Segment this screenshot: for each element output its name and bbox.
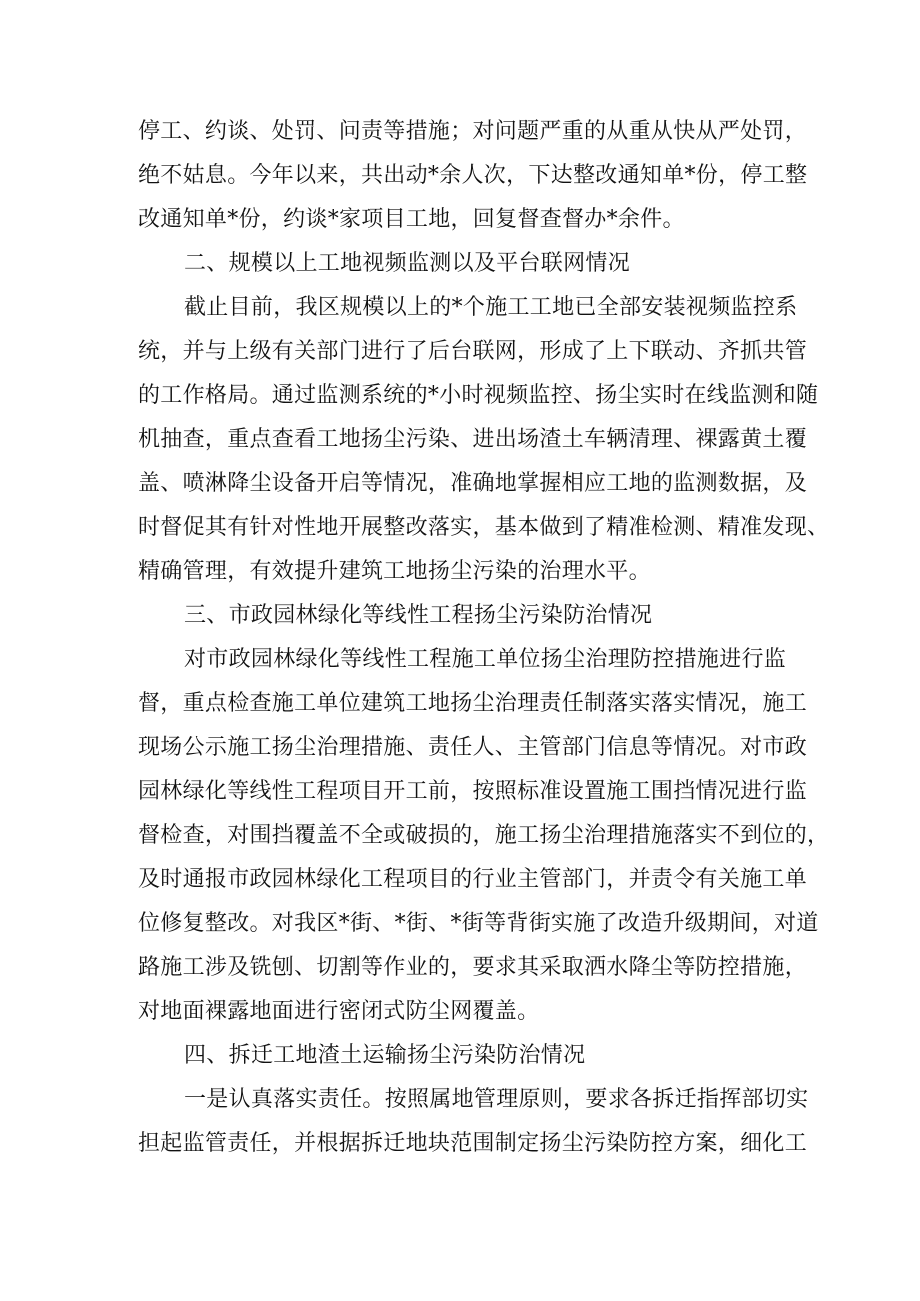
paragraph-line: 对地面裸露地面进行密闭式防尘网覆盖。	[138, 999, 540, 1024]
paragraph-line: 改通知单*份，约谈*家项目工地，回复督查督办*余件。	[138, 207, 685, 232]
paragraph-line: 停工、约谈、处罚、问责等措施；对问题严重的从重从快从严处罚，	[138, 119, 808, 144]
paragraph-line: 盖、喷淋降尘设备开启等情况，准确地掌握相应工地的监测数据，及	[138, 471, 808, 496]
paragraph-line: 的工作格局。通过监测系统的*小时视频监控、扬尘实时在线监测和随	[138, 383, 819, 408]
paragraph-line: 一是认真落实责任。按照属地管理原则，要求各拆迁指挥部切实	[184, 1087, 809, 1112]
paragraph-line: 路施工涉及铣刨、切割等作业的，要求其采取洒水降尘等防控措施，	[138, 955, 808, 980]
paragraph-line: 机抽查，重点查看工地扬尘污染、进出场渣土车辆清理、裸露黄土覆	[138, 427, 808, 452]
paragraph-line: 及时通报市政园林绿化工程项目的行业主管部门，并责令有关施工单	[138, 867, 808, 892]
paragraph-line: 园林绿化等线性工程项目开工前，按照标准设置施工围挡情况进行监	[138, 779, 808, 804]
paragraph-line: 位修复整改。对我区*街、*街、*街等背街实施了改造升级期间，对道	[138, 911, 819, 936]
paragraph-line: 统，并与上级有关部门进行了后台联网，形成了上下联动、齐抓共管	[138, 339, 808, 364]
paragraph-line: 绝不姑息。今年以来，共出动*余人次，下达整改通知单*份，停工整	[138, 163, 808, 188]
paragraph-line: 截止目前，我区规模以上的*个施工工地已全部安装视频监控系	[184, 295, 798, 320]
paragraph-line: 时督促其有针对性地开展整改落实，基本做到了精准检测、精准发现、	[138, 515, 830, 540]
section-heading: 三、市政园林绿化等线性工程扬尘污染防治情况	[184, 603, 653, 628]
paragraph-line: 对市政园林绿化等线性工程施工单位扬尘治理防控措施进行监	[184, 647, 787, 672]
paragraph-line: 督，重点检查施工单位建筑工地扬尘治理责任制落实落实情况，施工	[138, 691, 808, 716]
section-heading: 二、规模以上工地视频监测以及平台联网情况	[184, 251, 631, 276]
paragraph-line: 精确管理，有效提升建筑工地扬尘污染的治理水平。	[138, 559, 651, 584]
section-heading: 四、拆迁工地渣土运输扬尘污染防治情况	[184, 1043, 586, 1068]
paragraph-line: 现场公示施工扬尘治理措施、责任人、主管部门信息等情况。对市政	[138, 735, 808, 760]
paragraph-line: 督检查，对围挡覆盖不全或破损的，施工扬尘治理措施落实不到位的，	[138, 823, 830, 848]
paragraph-line: 担起监管责任，并根据拆迁地块范围制定扬尘污染防控方案，细化工	[138, 1131, 808, 1156]
